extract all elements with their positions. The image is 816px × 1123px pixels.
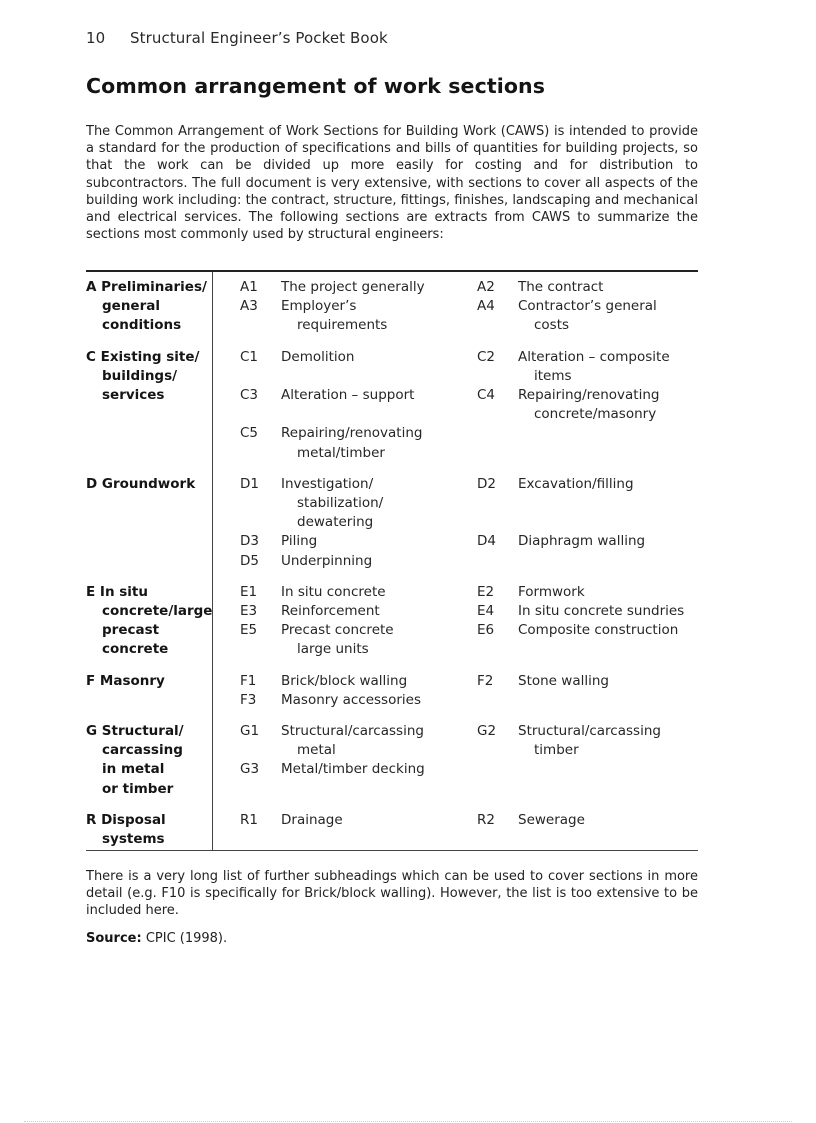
section-code: D2 [477,475,496,492]
section-code: E3 [240,602,258,619]
section-label-line: Metal/timber decking [281,761,425,778]
section-code: C1 [240,348,259,365]
section-code: G3 [240,761,260,778]
section-label-line: Structural/carcassing [518,723,661,739]
section-row [86,760,698,779]
section-row [86,672,698,691]
section-label-line: Repairing/renovating [281,425,423,442]
running-header [86,29,388,47]
section-row [86,691,698,710]
section-label [518,297,657,335]
section-label-line: Employer’s [281,298,357,315]
section-label [281,691,421,710]
section-label [518,602,684,621]
closing-note: There is a very long list of further subheadings which can be used to cover sections in more detail (e.g. F10 is specifically for Brick/block walling). However, the list is too extensive to be included here. [86,869,698,918]
section-label-line: In situ concrete [281,583,386,600]
source-citation [86,931,227,946]
section-label-line: Composite construction [518,622,679,639]
section-code: E5 [240,622,258,639]
book-title: Structural Engineer’s Pocket Book [130,29,388,47]
section-code: E6 [477,622,495,639]
section-label-line: Underpinning [281,552,373,569]
source-text: CPIC (1998). [141,931,228,946]
section-code: D1 [240,475,259,492]
section-title: Common arrangement of work sections [86,74,546,98]
section-label [281,386,414,405]
section-code: R2 [477,811,495,828]
section-row [86,722,698,759]
section-code: E4 [477,602,495,619]
group-heading-line: services [102,387,165,403]
section-label [281,722,424,760]
section-label-line: Piling [281,533,318,550]
section-label-line: metal/timber [297,444,385,461]
section-label [281,602,380,621]
table-bottom-rule [86,850,698,851]
section-code: E2 [477,583,495,600]
section-group [86,475,698,571]
section-code: F3 [240,691,257,708]
section-code: G2 [477,723,497,739]
section-row [86,386,698,423]
section-label-line: metal [297,742,336,759]
group-heading-line: concrete [102,641,169,658]
section-label-line: Diaphragm walling [518,533,646,550]
section-row [86,602,698,621]
section-label [518,583,585,602]
section-label [518,278,603,297]
section-label-line: Reinforcement [281,602,380,619]
section-row [86,583,698,602]
section-row [86,424,698,461]
section-label-line: Repairing/renovating [518,386,660,403]
section-group [86,583,698,660]
section-label [281,760,425,779]
section-label-line: timber [534,742,579,759]
section-label-line: requirements [297,317,388,334]
section-label [281,297,387,335]
source-label: Source: [86,931,142,946]
section-row [86,811,698,830]
section-code: F1 [240,672,257,689]
section-label-line: Alteration – support [281,386,415,403]
section-code: A3 [240,298,258,315]
section-label-line: Structural/carcassing [281,723,424,739]
section-label-line: Formwork [518,583,585,600]
intro-paragraph: The Common Arrangement of Work Sections for Building Work (CAWS) is intended to provide a standard for the production of specifications and bills of quantities for building projects, so that the work can be divided up more easily for costing and for distribution to subcontractors. The full document is very extensive, with sections to cover all aspects of the building work including: the contract, structure, fittings, finishes, landscaping and mechanical and electrical services. The following sections are extracts from CAWS to summarize the sections most commonly used by structural engineers: [86,124,698,243]
group-heading-line: F Masonry [86,672,165,689]
section-code: D4 [477,533,496,550]
section-label-line: Precast concrete [281,622,394,639]
page-bottom-edge [24,1121,792,1122]
section-label-line: concrete/masonry [534,406,657,423]
section-label [518,532,645,551]
section-label [518,348,670,386]
group-heading-line: precast [102,622,160,639]
section-label [281,811,343,830]
section-label [281,583,386,602]
section-label-line: Brick/block walling [281,672,408,689]
section-row [86,552,698,571]
group-heading-line: in metal [102,761,165,778]
group-heading-line: carcassing [102,742,183,759]
group-heading-line: C Existing site/ [86,348,200,365]
group-heading-line: R Disposal [86,811,166,828]
group-heading-line: systems [102,831,165,847]
section-label-line: Excavation/filling [518,475,634,492]
section-group [86,672,698,710]
group-heading-line: E In situ [86,583,148,600]
section-code: A1 [240,279,258,295]
section-group [86,722,698,799]
section-label [518,722,661,760]
section-label [281,672,407,691]
section-label-line: Contractor’s general [518,298,657,315]
section-label [518,621,678,640]
section-code: E1 [240,583,258,600]
group-heading-line: D Groundwork [86,475,196,492]
section-label [518,475,634,494]
section-label [281,424,422,462]
section-label [518,672,609,691]
page-number: 10 [86,29,106,47]
section-label-line: stabilization/ [297,495,384,511]
section-label [281,552,372,571]
section-label-line: The project generally [281,279,425,295]
section-row [86,621,698,658]
section-code: C5 [240,425,259,442]
section-label-line: Sewerage [518,811,585,828]
section-label [518,811,585,830]
group-heading-line: general [102,298,160,315]
group-heading-line: concrete/large [102,603,213,619]
section-label [518,386,659,424]
section-label [281,278,425,297]
section-code: R1 [240,811,258,828]
section-label-line: Stone walling [518,672,609,689]
section-group [86,278,698,336]
section-label-line: Demolition [281,348,355,365]
section-code: D5 [240,552,259,569]
section-label-line: large units [297,641,369,658]
section-label-line: Alteration – composite [518,348,670,365]
section-label [281,532,317,551]
section-code: C2 [477,348,496,365]
section-row [86,278,698,297]
group-heading-line: conditions [102,317,182,334]
group-heading-line: G Structural/ [86,723,184,739]
section-label [281,475,383,533]
section-code: A2 [477,279,495,295]
section-label-line: In situ concrete sundries [518,602,685,619]
section-code: C3 [240,386,259,403]
section-code: F2 [477,672,494,689]
group-heading-line: buildings/ [102,367,178,384]
section-label-line: The contract [518,279,604,295]
section-code: G1 [240,723,260,739]
section-label-line: Masonry accessories [281,691,421,708]
section-label-line: Investigation/ [281,475,374,492]
section-code: C4 [477,386,496,403]
group-heading-line: A Preliminaries/ [86,279,207,295]
section-row [86,532,698,551]
section-label-line: Drainage [281,811,343,828]
section-code: A4 [477,298,495,315]
section-row [86,475,698,531]
section-label-line: costs [534,317,570,334]
group-heading-line: or timber [102,780,174,797]
section-label-line: dewatering [297,514,374,531]
table-top-rule [86,270,698,272]
section-code: D3 [240,533,259,550]
section-label-line: items [534,367,572,384]
section-group [86,348,698,463]
section-group [86,811,698,849]
section-label [281,348,354,367]
section-label [281,621,394,659]
